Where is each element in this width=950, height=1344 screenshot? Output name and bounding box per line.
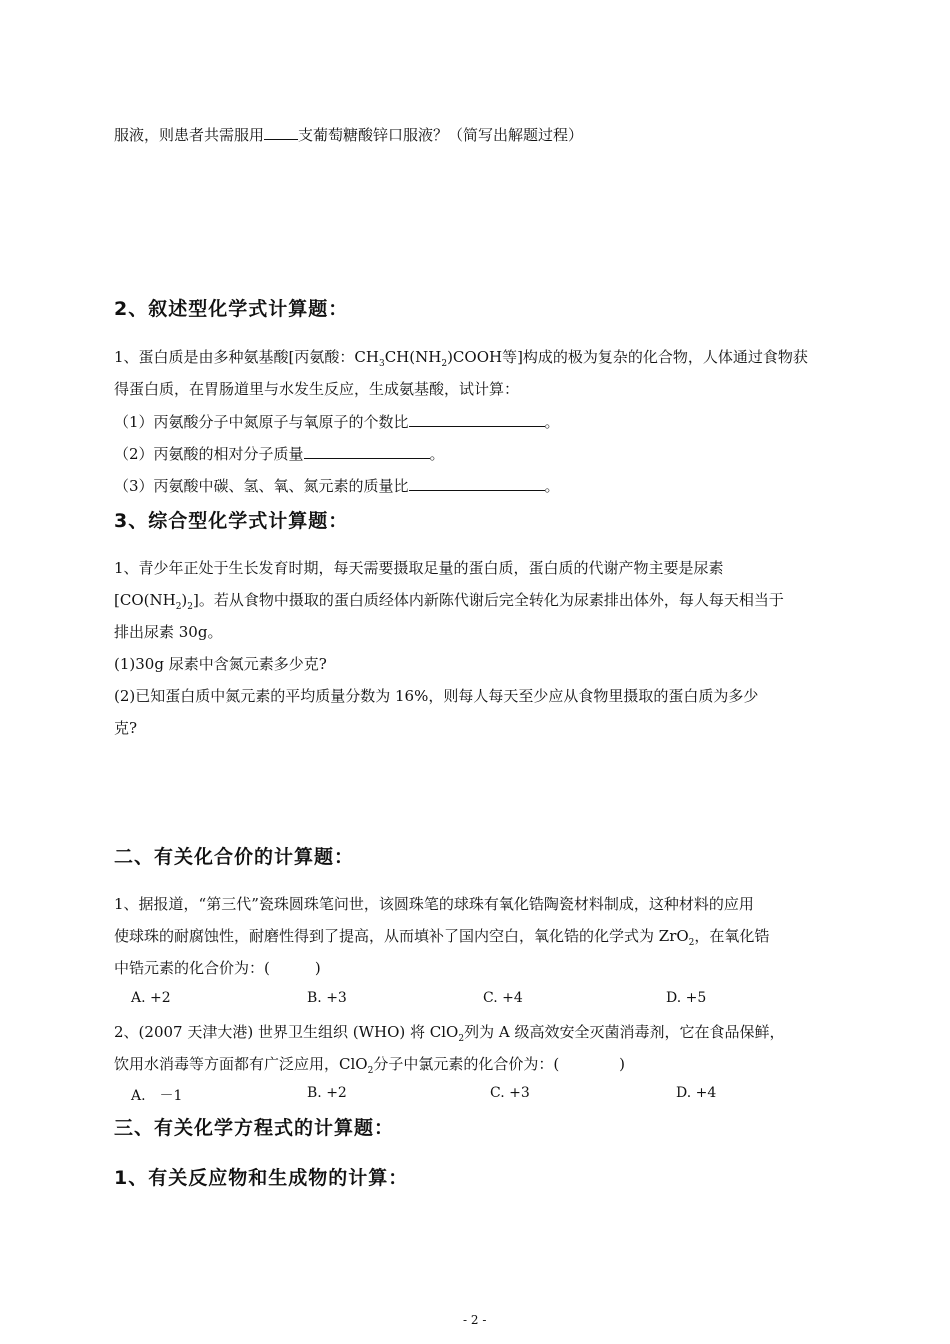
- q4-line2-text-a: 饮用水消毒等方面都有广泛应用，ClO: [114, 1055, 368, 1073]
- page-number: - 2 -: [463, 1313, 487, 1327]
- q2-line2-text-b: ): [181, 591, 188, 609]
- q1-part2: [114, 443, 445, 464]
- continuation-line: [114, 124, 583, 145]
- q3-line2-text-b: ，在氧化锆: [694, 927, 770, 945]
- period: 。: [429, 445, 445, 463]
- q2-part3: 克?: [114, 719, 138, 737]
- q1-part3: [114, 475, 560, 496]
- period: 。: [544, 477, 560, 495]
- q4-line2-text-b: 分子中氯元素的化合价为：( ): [373, 1055, 626, 1073]
- period: 。: [544, 413, 560, 431]
- q3-option-b[interactable]: B. +3: [307, 990, 347, 1006]
- section-heading-valence: 二、有关化合价的计算题：: [114, 846, 355, 868]
- q1-subscript-3: 3: [378, 359, 385, 369]
- q4-line2: [114, 1053, 625, 1074]
- q1-line1-text-c: )COOH等]构成的极为复杂的化合物，人体通过食物获: [447, 348, 808, 366]
- q2-line2-text-c: ]。若从食物中摄取的蛋白质经体内新陈代谢后完全转化为尿素排出体外，每人每天相当于: [193, 591, 784, 609]
- q1-part1-blank[interactable]: [409, 412, 545, 427]
- q1-part1: [114, 411, 560, 432]
- q1-line1-text-b: CH(NH: [384, 348, 442, 366]
- q4-option-b[interactable]: B. +2: [307, 1085, 347, 1101]
- q2-subscript-b: 2: [187, 602, 194, 612]
- q1-part3-blank[interactable]: [409, 476, 545, 491]
- q1-line1: [114, 346, 808, 367]
- q1-line2: 得蛋白质，在胃肠道里与水发生反应，生成氨基酸，试计算：: [114, 380, 520, 398]
- section-heading-equation: 三、有关化学方程式的计算题：: [114, 1117, 395, 1139]
- q1-part2-blank[interactable]: [304, 444, 430, 459]
- q1-line1-text-a: 1、蛋白质是由多种氨基酸[丙氨酸：CH: [114, 348, 379, 366]
- q4-option-a[interactable]: A. －1: [131, 1088, 183, 1104]
- q3-option-d[interactable]: D. +5: [666, 990, 707, 1006]
- q4-option-c[interactable]: C. +3: [490, 1085, 530, 1101]
- q2-part1: (1)30g 尿素中含氮元素多少克?: [114, 655, 327, 673]
- q4-line1-text-b: 列为 A 级高效安全灭菌消毒剂，它在食品保鲜，: [464, 1023, 785, 1041]
- q2-subscript-a: 2: [175, 602, 182, 612]
- q2-line2: [114, 589, 784, 610]
- q1-part1-text: （1）丙氨酸分子中氮原子与氧原子的个数比: [114, 413, 409, 431]
- q4-line1-text-a: 2、(2007 天津大港) 世界卫生组织 (WHO) 将 ClO: [114, 1023, 459, 1041]
- q1-subscript-2: 2: [441, 359, 448, 369]
- answer-blank[interactable]: [264, 125, 298, 140]
- subsection-heading-reactants: 1、有关反应物和生成物的计算：: [114, 1167, 409, 1189]
- q1-part3-text: （3）丙氨酸中碳、氢、氧、氮元素的质量比: [114, 477, 409, 495]
- q4-subscript-2: 2: [367, 1066, 374, 1076]
- continuation-text-a: 服液，则患者共需服用: [114, 126, 265, 144]
- q2-part2: (2)已知蛋白质中氮元素的平均质量分数为 16%，则每人每天至少应从食物里摄取的蛋白质为多少: [114, 687, 759, 705]
- q2-line2-text-a: [CO(NH: [114, 591, 176, 609]
- q3-line2: [114, 925, 769, 946]
- q4-subscript-1: 2: [458, 1034, 465, 1044]
- q3-subscript: 2: [688, 938, 695, 948]
- q1-part2-text: （2）丙氨酸的相对分子质量: [114, 445, 304, 463]
- q3-line1: 1、据报道，“第三代”瓷珠圆珠笔问世，该圆珠笔的球珠有氧化锆陶瓷材料制成，这种材料的应用: [114, 895, 754, 913]
- section-heading-narrative: 2、叙述型化学式计算题：: [114, 298, 349, 320]
- q3-option-a[interactable]: A. +2: [131, 990, 171, 1006]
- q2-line1: 1、青少年正处于生长发育时期，每天需要摄取足量的蛋白质，蛋白质的代谢产物主要是尿素: [114, 559, 724, 577]
- q2-line3: 排出尿素 30g。: [114, 623, 223, 641]
- q3-option-c[interactable]: C. +4: [483, 990, 523, 1006]
- q4-line1: [114, 1021, 784, 1042]
- q4-option-d[interactable]: D. +4: [676, 1085, 717, 1101]
- q3-line3: 中锆元素的化合价为：( ): [114, 959, 321, 977]
- section-heading-comprehensive: 3、综合型化学式计算题：: [114, 510, 349, 532]
- continuation-text-b: 支葡萄糖酸锌口服液？（简写出解题过程）: [298, 126, 584, 144]
- q3-line2-text-a: 使球珠的耐腐蚀性，耐磨性得到了提高，从而填补了国内空白，氧化锆的化学式为 ZrO: [114, 927, 689, 945]
